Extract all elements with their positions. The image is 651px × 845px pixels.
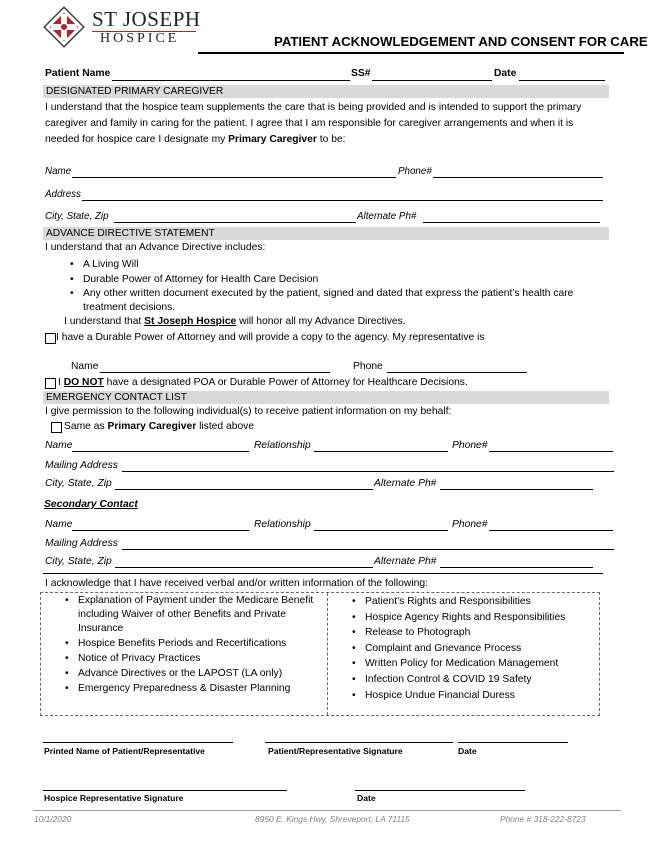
advance-intro: I understand that an Advance Directive includes: (45, 242, 266, 253)
caregiver-city-label: City, State, Zip (45, 211, 109, 222)
title-rule (198, 52, 624, 54)
contact1-name-field[interactable] (72, 451, 249, 452)
list-item: • Hospice Benefits Periods and Recertifications (62, 637, 328, 652)
emergency-intro: I give permission to the following individual(s) to receive patient information on my behalf: (45, 406, 452, 417)
contact2-alt-phone-field[interactable] (440, 567, 593, 568)
caregiver-header (43, 85, 609, 98)
logo-line1: ST JOSEPH (92, 7, 201, 31)
ack-intro: I acknowledge that I have received verbal and/or written information of the following: (45, 578, 428, 589)
patient-date-label: Date (458, 746, 477, 756)
caregiver-name-field[interactable] (72, 177, 396, 178)
logo-line2: HOSPICE (100, 31, 180, 46)
contact2-mailing-field[interactable] (122, 549, 614, 550)
footer-date: 10/1/2020 (34, 814, 72, 824)
caregiver-paragraph: I understand that the hospice team supplements the care that is being provided and is intended to support the primary caregiver and family in caring for the patient. I agree that I am responsible for caregiver arrangements and when it is needed for hospice care I designate my Primary Caregiver to be: (45, 102, 582, 145)
patient-name-field[interactable] (112, 80, 350, 81)
list-item: • Hospice Agency Rights and Responsibilities (349, 610, 599, 626)
ss-field[interactable] (372, 80, 492, 81)
contact1-relationship-field[interactable] (314, 451, 448, 452)
footer-rule (33, 810, 621, 811)
printed-name-field[interactable] (43, 742, 233, 743)
contact1-mailing-field[interactable] (122, 471, 614, 472)
caregiver-address-field[interactable] (82, 200, 603, 201)
contact2-relationship-label: Relationship (254, 519, 311, 530)
list-item: • Release to Photograph (349, 625, 599, 641)
logo-emblem-icon (40, 3, 88, 51)
list-item: • Durable Power of Attorney for Health Care Decision (67, 272, 612, 287)
contact2-relationship-field[interactable] (314, 530, 448, 531)
hospice-date-field[interactable] (355, 790, 525, 791)
poa-yes-checkbox[interactable] (45, 333, 56, 344)
advance-header (43, 227, 609, 240)
representative-name-label: Name (71, 361, 99, 372)
advance-header-text: ADVANCE DIRECTIVE STATEMENT (46, 228, 215, 239)
list-item: • Any other written document executed by the patient, signed and dated that express the patient’s health care treatment decisions. (67, 287, 603, 315)
date-field[interactable] (519, 80, 605, 81)
list-item: • Infection Control & COVID 19 Safety (349, 672, 599, 688)
ss-label: SS# (351, 68, 371, 79)
representative-name-field[interactable] (100, 372, 330, 373)
list-item: • Advance Directives or the LAPOST (LA only) (62, 667, 328, 682)
ack-right-list (349, 594, 599, 703)
poa-no-checkbox[interactable] (45, 378, 56, 389)
date-label: Date (494, 68, 517, 79)
list-item: • Hospice Undue Financial Duress (349, 688, 599, 704)
section-rule (43, 573, 603, 574)
list-item: • Emergency Preparedness & Disaster Planning (62, 682, 328, 697)
contact2-city-label: City, State, Zip (45, 556, 112, 567)
representative-phone-field[interactable] (387, 372, 527, 373)
patient-date-field[interactable] (458, 742, 568, 743)
same-as-caregiver-label: Same as Primary Caregiver listed above (64, 421, 255, 432)
list-item: • Patient’s Rights and Responsibilities (349, 594, 599, 610)
footer-address: 8950 E. Kings Hwy, Shreveport, LA 71115 (255, 814, 410, 824)
contact1-city-label: City, State, Zip (45, 478, 112, 489)
caregiver-name-label: Name (45, 166, 72, 177)
hospice-date-label: Date (357, 793, 376, 803)
caregiver-alt-phone-label: Alternate Ph# (357, 211, 417, 222)
list-item: • Notice of Privacy Practices (62, 652, 328, 667)
contact1-city-field[interactable] (115, 489, 373, 490)
poa-no-label: I DO NOT have a designated POA or Durable Power of Attorney for Healthcare Decisions. (58, 377, 468, 388)
advance-honor-statement: I understand that St Joseph Hospice will honor all my Advance Directives. (64, 316, 406, 327)
page-title: PATIENT ACKNOWLEDGEMENT AND CONSENT FOR CARE (274, 34, 648, 49)
patient-signature-field[interactable] (265, 742, 453, 743)
contact1-name-label: Name (45, 440, 73, 451)
poa-yes-label: I have a Durable Power of Attorney and will provide a copy to the agency. My representative is (56, 332, 485, 343)
contact2-alt-phone-label: Alternate Ph# (374, 556, 437, 567)
printed-name-label: Printed Name of Patient/Representative (44, 746, 205, 756)
patient-name-label: Patient Name (45, 68, 111, 79)
list-item: • Written Policy for Medication Management (349, 656, 599, 672)
caregiver-address-label: Address (45, 189, 81, 200)
contact2-phone-field[interactable] (489, 530, 613, 531)
contact2-phone-label: Phone# (452, 519, 488, 530)
hospice-signature-label: Hospice Representative Signature (44, 793, 184, 803)
caregiver-alt-phone-field[interactable] (423, 222, 600, 223)
contact1-alt-phone-field[interactable] (440, 489, 593, 490)
contact2-mailing-label: Mailing Address (45, 538, 118, 549)
ack-left-list (62, 594, 328, 697)
caregiver-city-field[interactable] (114, 222, 356, 223)
emergency-header-text: EMERGENCY CONTACT LIST (46, 392, 187, 403)
list-item: • Explanation of Payment under the Medicare Benefit including Waiver of other Benefits and Private Insurance (62, 594, 328, 637)
footer-phone: Phone # 318-222-8723 (500, 814, 586, 824)
emergency-header (43, 391, 609, 404)
contact1-relationship-label: Relationship (254, 440, 311, 451)
contact2-city-field[interactable] (115, 567, 373, 568)
contact1-phone-label: Phone# (452, 440, 488, 451)
secondary-contact-heading: Secondary Contact (44, 499, 138, 510)
advance-list (67, 257, 612, 315)
contact2-name-field[interactable] (72, 530, 249, 531)
logo (40, 3, 200, 51)
list-item: • A Living Will (67, 257, 612, 272)
contact2-name-label: Name (45, 519, 73, 530)
same-as-caregiver-checkbox[interactable] (51, 422, 62, 433)
patient-signature-label: Patient/Representative Signature (268, 746, 403, 756)
contact1-mailing-label: Mailing Address (45, 460, 118, 471)
caregiver-phone-label: Phone# (398, 166, 432, 177)
contact1-phone-field[interactable] (489, 451, 613, 452)
representative-phone-label: Phone (353, 361, 383, 372)
caregiver-header-text: DESIGNATED PRIMARY CAREGIVER (46, 86, 224, 97)
list-item: • Complaint and Grievance Process (349, 641, 599, 657)
caregiver-phone-field[interactable] (433, 177, 603, 178)
hospice-signature-field[interactable] (43, 790, 287, 791)
contact1-alt-phone-label: Alternate Ph# (374, 478, 437, 489)
